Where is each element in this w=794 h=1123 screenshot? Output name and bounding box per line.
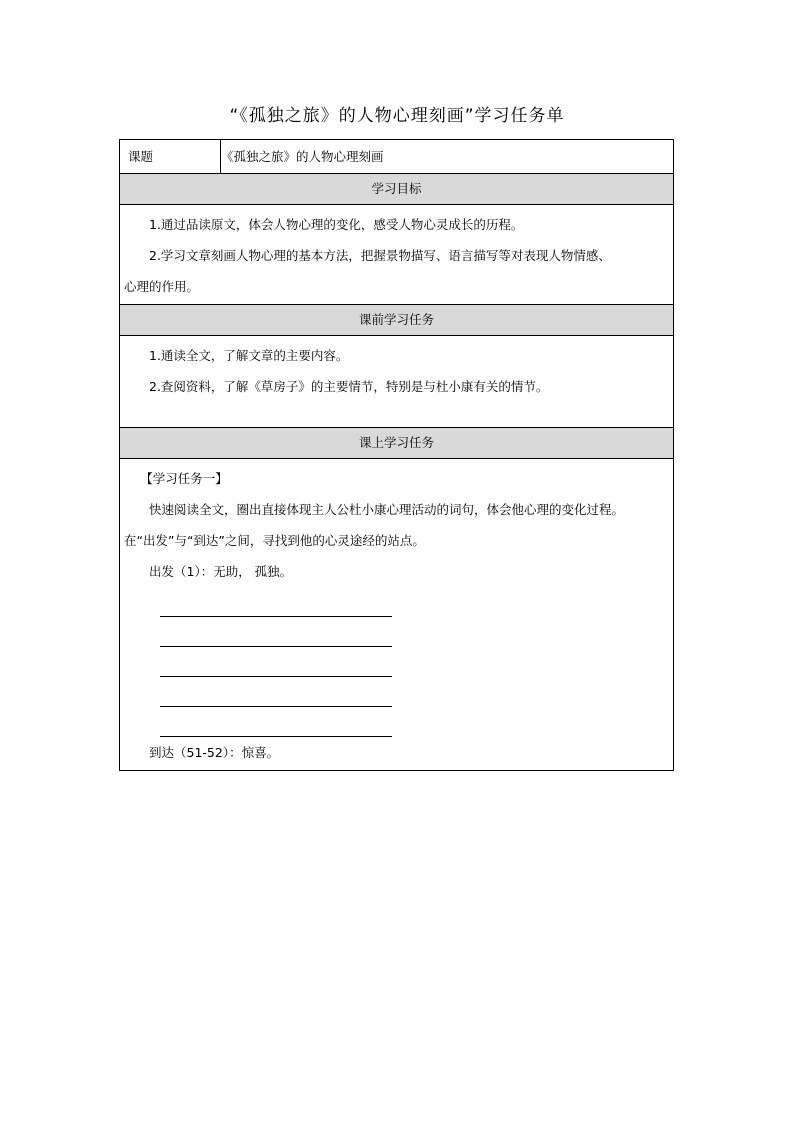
- in-class-body: [120, 459, 674, 771]
- end-station: 到达（51-52）：惊喜。: [149, 745, 280, 760]
- answer-blank-line[interactable]: [160, 587, 392, 617]
- goal-item: 1.通过品读原文，体会人物心理的变化，感受人物心灵成长的历程。: [149, 217, 524, 232]
- answer-blank-line[interactable]: [160, 647, 392, 677]
- answer-blanks: [124, 587, 671, 737]
- task-instruction-continuation: 在“出发”与“到达”之间，寻找到他的心灵途经的站点。: [124, 533, 425, 548]
- pre-class-heading: 课前学习任务: [120, 305, 674, 336]
- task-sheet-table: [119, 139, 674, 771]
- goals-heading-row: [120, 174, 674, 205]
- goals-body: [120, 205, 674, 305]
- pre-class-heading-row: [120, 305, 674, 336]
- in-class-heading: 课上学习任务: [120, 428, 674, 459]
- in-class-heading-row: [120, 428, 674, 459]
- topic-row: [120, 140, 674, 174]
- start-station: 出发（1）：无助， 孤独。: [149, 564, 293, 579]
- pre-class-item: 2.查阅资料，了解《草房子》的主要情节，特别是与杜小康有关的情节。: [149, 379, 549, 394]
- goals-heading: 学习目标: [120, 174, 674, 205]
- answer-blank-line[interactable]: [160, 707, 392, 737]
- pre-class-item: 1.通读全文，了解文章的主要内容。: [149, 348, 349, 363]
- goal-item: 2.学习文章刻画人物心理的基本方法，把握景物描写、语言描写等对表现人物情感、: [149, 248, 611, 263]
- task-one-label: 【学习任务一】: [140, 471, 228, 486]
- goal-item-continuation: 心理的作用。: [124, 279, 200, 294]
- topic-value: 《孤独之旅》的人物心理刻画: [221, 140, 674, 174]
- goals-body-row: [120, 205, 674, 305]
- answer-blank-line[interactable]: [160, 617, 392, 647]
- topic-label: 课题: [120, 140, 221, 174]
- answer-blank-line[interactable]: [160, 677, 392, 707]
- pre-class-body-row: [120, 336, 674, 428]
- pre-class-body: [120, 336, 674, 428]
- in-class-body-row: [120, 459, 674, 771]
- document-title: “《孤独之旅》的人物心理刻画”学习任务单: [229, 106, 565, 126]
- task-instruction: 快速阅读全文，圈出直接体现主人公杜小康心理活动的词句，体会他心理的变化过程。: [149, 502, 625, 517]
